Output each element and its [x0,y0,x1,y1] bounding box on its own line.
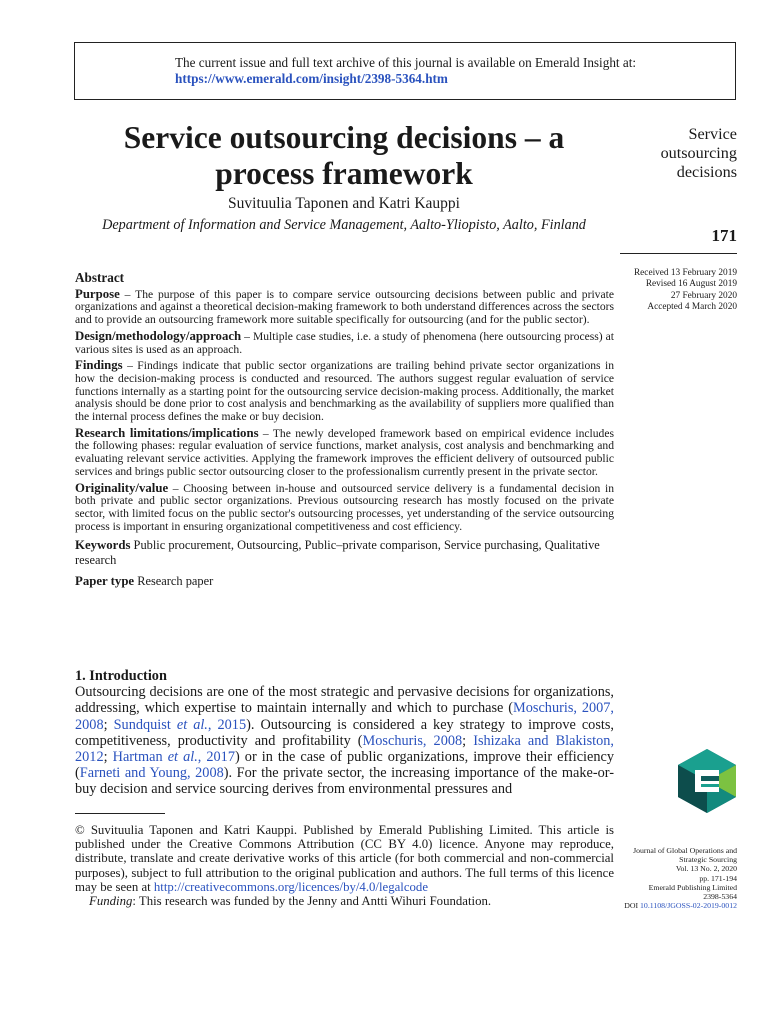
archive-url-link[interactable]: https://www.emerald.com/insight/2398-5364.htm [175,71,448,86]
keywords [75,538,614,567]
journal-name-cont: Strategic Sourcing [679,855,737,865]
license-url-link[interactable]: http://creativecommons.org/licences/by/4.0/legalcode [153,879,428,894]
doi-link[interactable]: 10.1108/JGOSS-02-2019-0012 [640,901,737,911]
paper-type-text: Research paper [134,574,214,589]
citation-link[interactable]: Moschuris, 2008 [362,732,463,749]
license-footnote [75,823,614,908]
archive-notice [175,55,636,87]
abstract-findings [75,359,614,424]
funding-text: : This research was funded by the Jenny and Antti Wihuri Foundation. [132,894,492,909]
funding-label: Funding [89,894,133,909]
date-revised: Revised 16 August 2019 [645,279,737,290]
abstract-purpose [75,288,614,327]
citation-author: Sundquist [113,716,177,733]
abstract-label: Purpose [75,286,120,301]
abstract-label: Research limitations/implications [75,425,259,440]
license-body: © Suvituulia Taponen and Katri Kauppi. Published by Emerald Publishing Limited. This article is published under the Creative Commons Attribution (CC BY 4.0) licence. Anyone may reproduce, distribute, translate and create derivative works of this article (for both commercial and non-commercial purposes), subject to full attribution to the original publication and authors. The full terms of this licence may be seen at [75,823,614,894]
date-accepted: Accepted 4 March 2020 [647,301,737,312]
intro-text: ). Outsourcing is considered a key strategy to improve costs, competitiveness, productivity and profitability ( [75,716,615,749]
abstract-label: Originality/value [75,480,169,495]
abstract-limitations [75,427,614,479]
intro-text: ) or in the case of public organizations, improve their efficiency ( [75,749,615,782]
intro-text: ). For the private sector, the increasing importance of the make-or-buy decision and service sourcing derives from environmental pressures and [75,765,614,798]
citation-link[interactable]: Farneti and Young, 2008 [79,765,224,782]
citation-etal: et al. [167,749,198,766]
abstract-originality [75,482,614,534]
running-title-line: decisions [676,163,737,181]
journal-publisher: Emerald Publishing Limited [648,882,737,892]
paper-type [75,575,614,588]
sidebar-divider [620,253,737,254]
citation-link[interactable] [113,749,235,765]
journal-name: Journal of Global Operations and [633,846,737,855]
date-received: Received 13 February 2019 [633,268,737,278]
abstract-design [75,330,614,356]
article-affiliation: Department of Information and Service Management, Aalto-Yliopisto, Aalto, Finland [102,217,586,233]
license-text [75,823,614,894]
paper-type-label: Paper type [75,574,135,589]
journal-issn: 2398-5364 [703,892,737,902]
citation-etal: et al. [176,716,208,733]
keywords-label: Keywords [75,538,131,553]
citation-author: Hartman [112,749,168,766]
article-dates [600,268,737,313]
running-title-line: outsourcing [660,144,737,162]
citation-link[interactable]: Ishizaka and Blakiston, 2012 [75,732,614,766]
funding-note [75,894,614,908]
abstract-text: – The purpose of this paper is to compare service outsourcing decisions between public and private organizations and against a theoretical decision-making framework to both understand differences across the sectors and to provide an outsourcing framework more suitable specifically for outsourcing (and for the public sector). [75,287,614,327]
introduction-section [75,668,614,798]
article-authors: Suvituulia Taponen and Katri Kauppi [228,195,460,212]
abstract-text: – Multiple case studies, i.e. a study of phenomena (here outsourcing process) at various sites is used as an approach. [75,329,614,356]
intro-text: ; [103,749,113,766]
keywords-text: Public procurement, Outsourcing, Public–private comparison, Service purchasing, Qualitative research [75,538,600,567]
journal-volume: Vol. 13 No. 2, 2020 [675,864,737,874]
abstract-text: – Choosing between in-house and outsourced service delivery is a fundamental decision in both private and public sector organizations. Previous outsourcing research has mostly focused on the private sector, with limited focus on the public sector's outsourcing processes, yet understanding of the service outsourcing process is important in ensuring organizational competitiveness and cost efficiency. [75,481,614,533]
citation-link[interactable]: Moschuris, 2007, 2008 [75,700,614,733]
abstract-label: Design/methodology/approach [75,328,242,343]
section-heading: 1. Introduction [75,668,167,684]
abstract-heading: Abstract [75,270,125,285]
intro-text: Outsourcing decisions are one of the most strategic and pervasive decisions for organizations, addressing, which expertise to maintain internally and which to purchase ( [75,684,614,717]
article-title: Service outsourcing decisions – a process framework [123,120,565,191]
abstract [75,272,614,591]
archive-notice-box [74,42,736,100]
citation-link[interactable] [114,717,246,733]
running-title-line: Service [688,125,737,143]
abstract-label: Findings [75,358,123,373]
journal-pages: pp. 171-194 [699,873,737,883]
archive-notice-text: The current issue and full text archive of this journal is available on Emerald Insight at: [175,55,637,70]
intro-text: ; [103,716,114,733]
abstract-text: – The newly developed framework based on empirical evidence includes the following phases: regular evaluation of service functions, market analysis, cost analysis and benchmarking and evaluating relevant service activities. Applying the framework improves the efficient delivery of outsourced public services and brings public sector outsourcing closer to the professionalism currently present in the private sector. [75,426,614,478]
journal-doi [600,901,737,910]
doi-label: DOI [624,901,641,911]
emerald-logo-icon [678,749,736,813]
journal-info [600,846,737,910]
citation-year: , 2015 [207,716,247,733]
date-revised-2: 27 February 2020 [670,290,737,301]
intro-paragraph [75,684,614,797]
abstract-text: – Findings indicate that public sector organizations are trailing behind private sector organizations in how the decision-making process is conducted and resourced. The authors suggest regular evaluation of service functions internally as a starting point for the outsourcing service decision-making process. Additionally, the market analysis should be done prior to cost analysis and benchmarking as the availability of suppliers more qualified than the internal process defines the make or buy decision. [75,359,614,424]
page-number: 171 [711,226,737,245]
footnote-rule [75,813,165,814]
citation-year: , 2017 [197,749,235,766]
intro-text: ; [462,732,474,749]
running-title [620,125,737,182]
